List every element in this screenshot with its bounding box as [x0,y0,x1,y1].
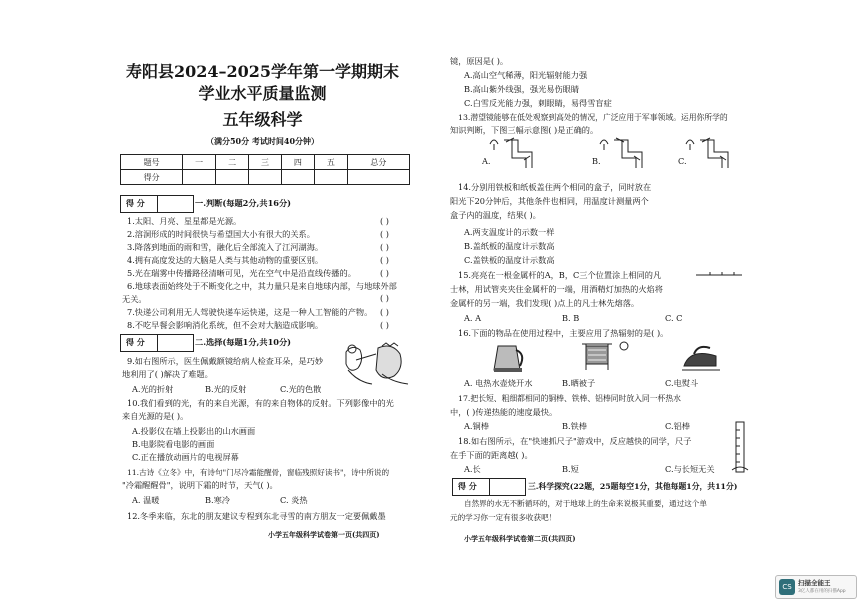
score-header-cell: 四 [281,155,314,170]
q15-text-cont2: 金属杆的另一端，我们发现( )点上的凡士林先熔落。 [450,298,640,308]
score-box-label: 得 分 [126,337,145,347]
score-row-label: 得分 [121,170,183,185]
doctor-head-mirror-image [338,340,410,386]
badge-name: 扫描全能王 [798,579,831,587]
q9-option-a[interactable]: A.光的折射 [132,384,174,394]
score-cell[interactable] [281,170,314,185]
q6-text-cont: 无关。 [122,294,147,304]
q11-text-cont: "冷霜醒醒骨"，说明下霜的时节，天气( )。 [122,480,278,490]
score-header-cell: 总分 [347,155,409,170]
section3-intro-line2: 元的学习你一定有很多收获吧！ [450,513,557,522]
score-cell[interactable] [249,170,282,185]
q14-text: 14.分别用铁板和纸板盖住两个相同的盒子，同时放在 [458,182,652,192]
score-table-header-row [121,155,410,170]
q10-text: 10.我们看到的光，有的来自光源，有的来自物体的反射。下列影像中的光 [127,398,394,408]
q11-option-c[interactable]: C. 炎热 [280,495,308,505]
score-header-cell: 二 [216,155,249,170]
q2-answer-blank[interactable]: ( ) [380,229,389,239]
score-table-score-row [121,170,410,185]
q15-option-b[interactable]: B. B [562,313,580,323]
periscope-diagram-c [686,136,732,170]
q13-option-b[interactable]: B. [592,156,601,166]
q11-option-b[interactable]: B.寒冷 [205,495,230,505]
q1-text: 1.太阳、月亮、星星都是光源。 [127,216,242,226]
score-header-cell: 五 [314,155,347,170]
metal-rod-diagram [696,268,742,278]
score-header-cell: 一 [183,155,216,170]
q2-text: 2.溶洞形成的时间很快与希望国大小有很大的关系。 [127,229,315,239]
q10-option-a[interactable]: A.投影仪在墙上投影出的山水画面 [132,426,256,436]
score-cell[interactable] [347,170,409,185]
periscope-diagram-b [600,136,646,170]
q16-option-b[interactable]: B.晒被子 [562,378,596,388]
q16-option-a[interactable]: A. 电热水壶烧开水 [464,378,533,388]
score-box-label: 得 分 [126,198,145,208]
q12-option-a[interactable]: A.高山空气稀薄，阳光辐射能力强 [464,70,588,80]
page-two [450,0,750,608]
score-header-cell: 题号 [121,155,183,170]
q7-text: 7.快递公司利用无人驾驶快递车运快递，这是一种人工智能的产物。 [127,307,373,317]
score-cell[interactable] [216,170,249,185]
section3-intro-line1: 自然界的水无不断循环的，对于地球上的生命来说极其重要，通过这个单 [464,499,707,508]
sun-drying-quilt-image [580,340,632,372]
page-one [110,0,415,608]
electric-iron-image [680,340,720,372]
q14-option-a[interactable]: A.两支温度计的示数一样 [464,227,555,237]
scanner-app-badge [775,575,857,599]
section1-title: 一.判断(每题2分,共16分) [195,198,292,208]
score-header-cell: 三 [249,155,282,170]
page-two-footer: 小学五年级科学试卷第二页(共四页) [464,534,576,543]
q14-option-c[interactable]: C.盖铁板的温度计示数高 [464,255,555,265]
q9-option-c[interactable]: C.光的色散 [280,384,322,394]
q11-text: 11.古诗《立冬》中，有诗句"门尽冷霜能醒骨，窗临残照好读书"，诗中所说的 [127,468,390,477]
score-box-label: 得 分 [458,481,477,491]
q7-answer-blank[interactable]: ( ) [380,307,389,317]
q17-text-cont: 中，( )传递热能的速度最快。 [450,407,558,417]
score-cell[interactable] [314,170,347,185]
q12-text: 12.冬季来临，东北的朋友建议专程到东北寻雪的南方朋友一定要佩戴墨 [127,511,386,521]
q3-answer-blank[interactable]: ( ) [380,242,389,252]
q12-option-c[interactable]: C.白雪反光能力强，刺眼睛，易得雪盲症 [464,98,612,108]
q6-answer-blank[interactable]: ( ) [380,293,389,303]
q15-text: 15.亮亮在一根金属杆的A，B，C三个位置涂上相同的凡 [458,270,662,280]
section2-score-box [120,334,194,352]
q9-option-b[interactable]: B.光的反射 [205,384,247,394]
q4-answer-blank[interactable]: ( ) [380,255,389,265]
q17-option-c[interactable]: C.铝棒 [665,421,690,431]
q5-text: 5.光在瑞雾中传播路径清晰可见，光在空气中是沿直线传播的。 [127,268,356,278]
q10-text-cont: 来自光源的是( )。 [122,411,189,421]
exam-subject-title: 五年级科学 [222,110,303,129]
q18-option-b[interactable]: B.短 [562,464,579,474]
section3-score-box [452,478,526,496]
q16-option-c[interactable]: C.电熨斗 [665,378,699,388]
q13-option-c[interactable]: C. [678,156,687,166]
q18-text-cont: 在手下面的距离越( )。 [450,450,533,460]
q15-option-a[interactable]: A. A [464,313,482,323]
exam-title-line1: 寿阳县2024–2025学年第一学期期末 [125,62,400,81]
q17-option-a[interactable]: A.铜棒 [464,421,489,431]
q3-text: 3.降落到地面的雨和雪，融化后全部流入了江河湖海。 [127,242,324,252]
q5-answer-blank[interactable]: ( ) [380,268,389,278]
q18-option-a[interactable]: A.长 [464,464,481,474]
q17-text: 17.把长短、粗细都相同的铜棒、铁棒、铝棒同时放入同一杯热水 [458,394,681,403]
score-cell[interactable] [183,170,216,185]
q8-answer-blank[interactable]: ( ) [380,320,389,330]
q14-text-cont2: 盒子内的温度，结果( )。 [450,210,541,220]
q18-text: 18.如右图所示，在"快速抓尺子"游戏中，反应越快的同学，尺子 [458,436,692,446]
exam-title-line2: 学业水平质量监测 [198,84,327,103]
ruler-catch-image [732,422,748,476]
q10-option-b[interactable]: B.电影院看电影的画面 [132,439,215,449]
score-table [120,154,410,185]
q16-text: 16.下面的物品在使用过程中，主要应用了热辐射的是( )。 [458,328,669,338]
q18-option-c[interactable]: C.与长短无关 [665,464,715,474]
badge-sub: 3亿人都在用的扫描App [798,589,846,594]
electric-kettle-image [492,340,528,372]
q11-option-a[interactable]: A. 温暖 [132,495,160,505]
q17-option-b[interactable]: B.铁棒 [562,421,587,431]
q15-option-c[interactable]: C. C [665,313,683,323]
q9-text: 9.如右图所示，医生佩戴额镜给病人检查耳朵，是巧妙 [127,356,324,366]
section1-score-box [120,195,194,213]
q14-text-cont1: 阳光下20分钟后，其他条件也相同，用温度计测量两个 [450,196,649,206]
q12-text-cont: 镜，原因是( )。 [450,56,509,66]
q10-option-c[interactable]: C.正在播放动画片的电视屏幕 [132,452,239,462]
q13-text: 13.潜望镜能够在低处观察到高处的情况，广泛应用于军事领域。运用你所学的 [458,113,728,122]
section3-title: 三.科学探究(22题，25题每空1分，其他每题1分，共11分) [528,482,738,491]
q13-option-a[interactable]: A. [482,156,491,166]
q9-text-cont: 地利用了( )解决了难题。 [122,369,213,379]
q8-text: 8.不吃早餐会影响消化系统，但不会对大脑造成影响。 [127,320,324,330]
q4-text: 4.拥有高度发达的大脑是人类与其他动物的重要区别。 [127,255,324,265]
q1-answer-blank[interactable]: ( ) [380,216,389,226]
q6-text: 6.地球表面始终处于不断变化之中，其力量只是来自地球内部，与地球外部 [127,281,397,291]
periscope-diagram-a [490,136,536,170]
section2-title: 二.选择(每题1分,共10分) [195,337,292,347]
q15-text-cont1: 士林，用试管夹夹住金属杆的一端，用酒精灯加热的火焰将 [450,284,663,294]
q13-text-cont: 知识判断，下图三幅示意图( )是正确的。 [450,125,599,135]
q12-option-b[interactable]: B.高山紫外线强，强光易伤眼睛 [464,84,580,94]
cs-logo-icon: CS [779,579,795,595]
q14-option-b[interactable]: B.盖纸板的温度计示数高 [464,241,555,251]
exam-note: （满分50分 考试时间40分钟） [205,136,320,146]
page-one-footer: 小学五年级科学试卷第一页(共四页) [268,530,380,539]
